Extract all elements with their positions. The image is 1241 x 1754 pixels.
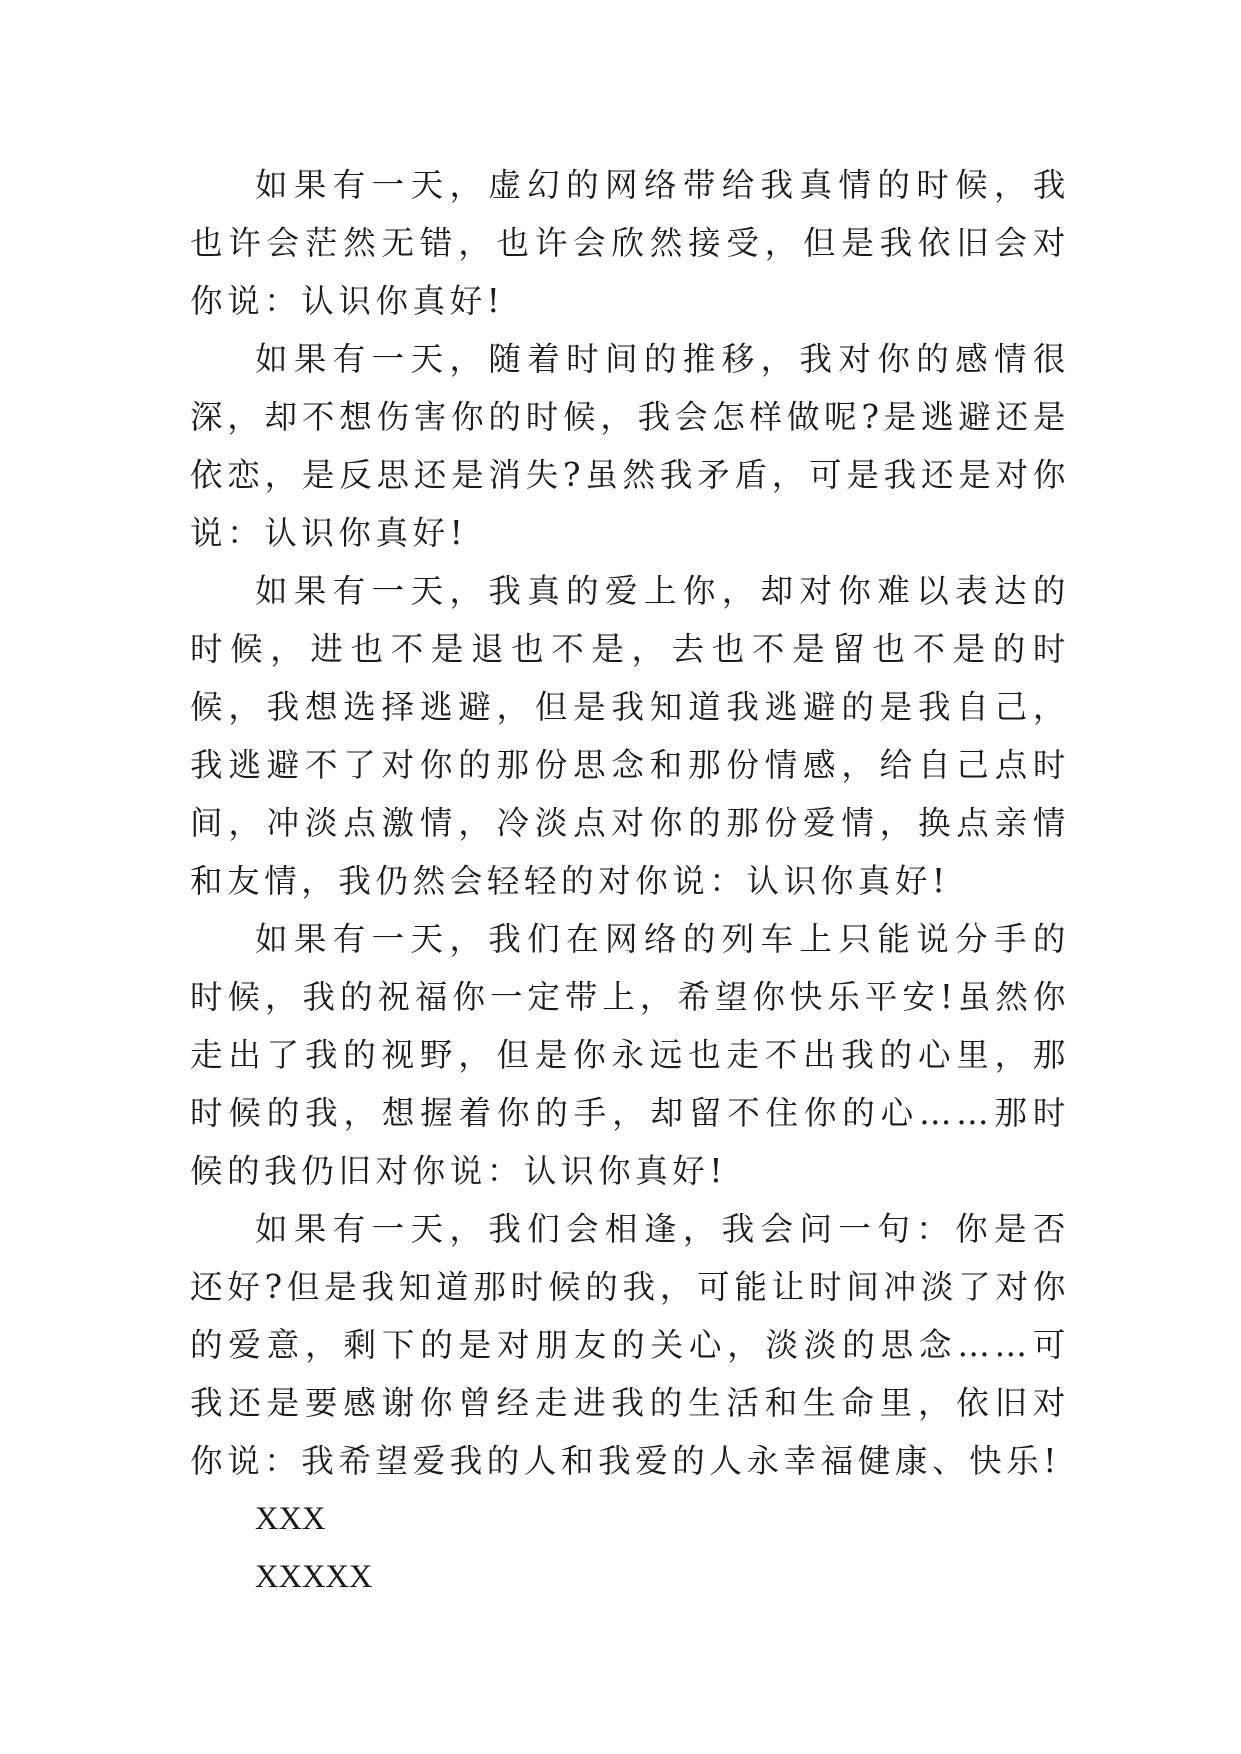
paragraph-1: 如果有一天，虚幻的网络带给我真情的时候，我也许会茫然无错，也许会欣然接受，但是我依旧会对你说：认识你真好! [190,166,1070,320]
paragraph-4: 如果有一天，我们在网络的列车上只能说分手的时候，我的祝福你一定带上，希望你快乐平安!虽然你走出了我的视野，但是你永远也走不出我的心里，那时候的我，想握着你的手，却留不住你的心……那时候的我仍旧对你说：认识你真好! [190,920,1070,1190]
paragraph-5: 如果有一天，我们会相逢，我会问一句：你是否还好?但是我知道那时候的我，可能让时间冲淡了对你的爱意，剩下的是对朋友的关心，淡淡的思念……可我还是要感谢你曾经走进我的生活和生命里，依旧对你说：我希望爱我的人和我爱的人永幸福健康、快乐! [190,1210,1070,1480]
signature-name: XXX [255,1501,326,1537]
paragraph-2: 如果有一天，随着时间的推移，我对你的感情很深，却不想伤害你的时候，我会怎样做呢?是逃避还是依恋，是反思还是消失?虽然我矛盾，可是我还是对你说：认识你真好! [190,340,1070,552]
signature-date: XXXXX [255,1559,373,1595]
paragraph-3: 如果有一天，我真的爱上你，却对你难以表达的时候，进也不是退也不是，去也不是留也不是的时候，我想选择逃避，但是我知道我逃避的是我自己，我逃避不了对你的那份思念和那份情感，给自己点时间，冲淡点激情，冷淡点对你的那份爱情，换点亲情和友情，我仍然会轻轻的对你说：认识你真好! [190,572,1070,900]
document-body [190,156,1070,1606]
